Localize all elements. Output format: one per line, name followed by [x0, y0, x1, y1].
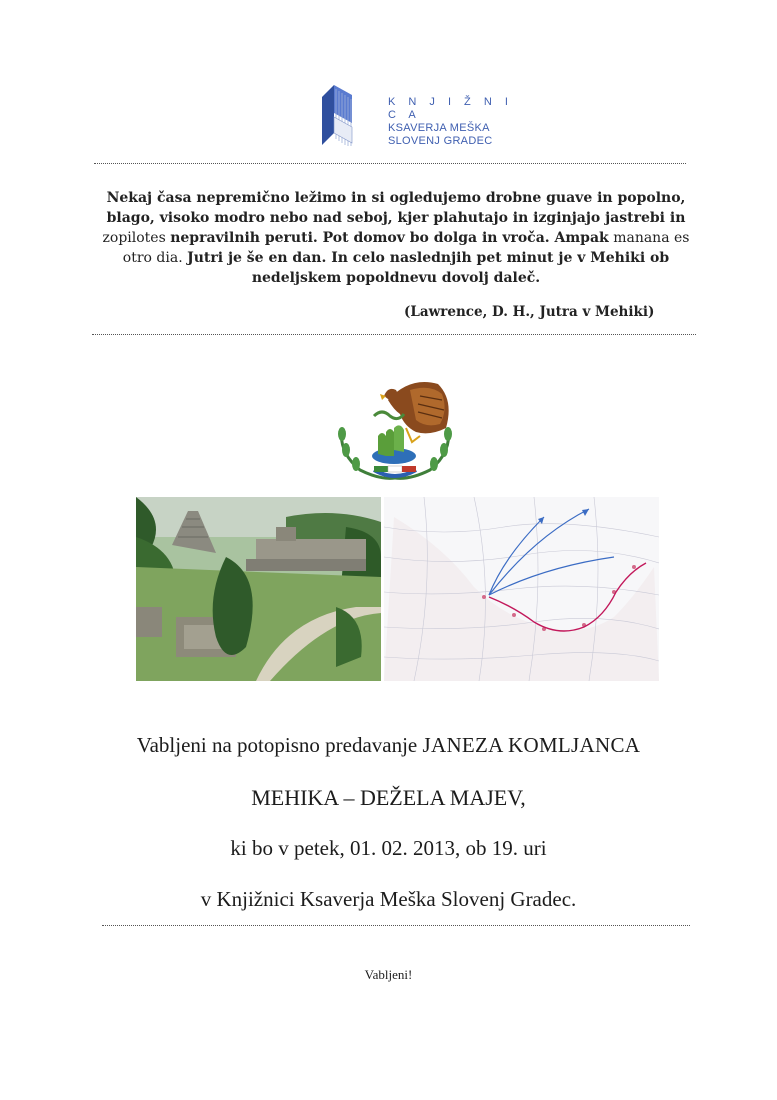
closing-text: Vabljeni!: [364, 967, 413, 982]
palenque-ruins-photo: [136, 497, 381, 681]
quote-source: (Lawrence, D. H., Jutra v Mehiki): [404, 304, 655, 320]
lecture-title: MEHIKA – DEŽELA MAJEV,: [251, 785, 526, 810]
library-logo-text: [388, 96, 518, 148]
mexican-coat-of-arms-icon: [330, 370, 460, 482]
quote-word-zopilotes: zopilotes: [102, 230, 171, 246]
quote-part-1: Nekaj časa nepremično ležimo in si ogledujemo drobne guave in popolno, blago, visoko modro nebo nad seboj, kjer plahutajo in izginjajo jastrebi in: [106, 190, 686, 226]
invitation-line: [0, 733, 777, 758]
route-map-image: [384, 497, 659, 681]
quote-part-3: Jutri je še en dan. In celo naslednjih pet minut je v Mehiki ob nedeljskem popoldnevu dovolj daleč.: [187, 250, 670, 286]
lecture-date-time: ki bo v petek, 01. 02. 2013, ob 19. uri: [230, 836, 547, 860]
divider-top: [94, 163, 686, 164]
library-logo-icon: [320, 83, 354, 147]
divider-bottom: [102, 925, 690, 926]
logo-line-3: SLOVENJ GRADEC: [388, 135, 493, 147]
divider-quote: [92, 334, 696, 335]
lecture-location: v Knjižnici Ksaverja Meška Slovenj Gradec.: [200, 887, 577, 911]
logo-line-2: KSAVERJA MEŠKA: [388, 122, 490, 134]
quote-spanish-phrase: manana es otro dia.: [122, 230, 690, 266]
logo-line-1: K N J I Ž N I C A: [388, 96, 513, 121]
invitation-lead: Vabljeni na potopisno predavanje: [136, 733, 418, 757]
speaker-name: JANEZA KOMLJANCA: [422, 733, 641, 757]
quote-block: [92, 188, 700, 288]
quote-part-2: nepravilnih peruti. Pot domov bo dolga in vroča. Ampak: [170, 230, 609, 246]
